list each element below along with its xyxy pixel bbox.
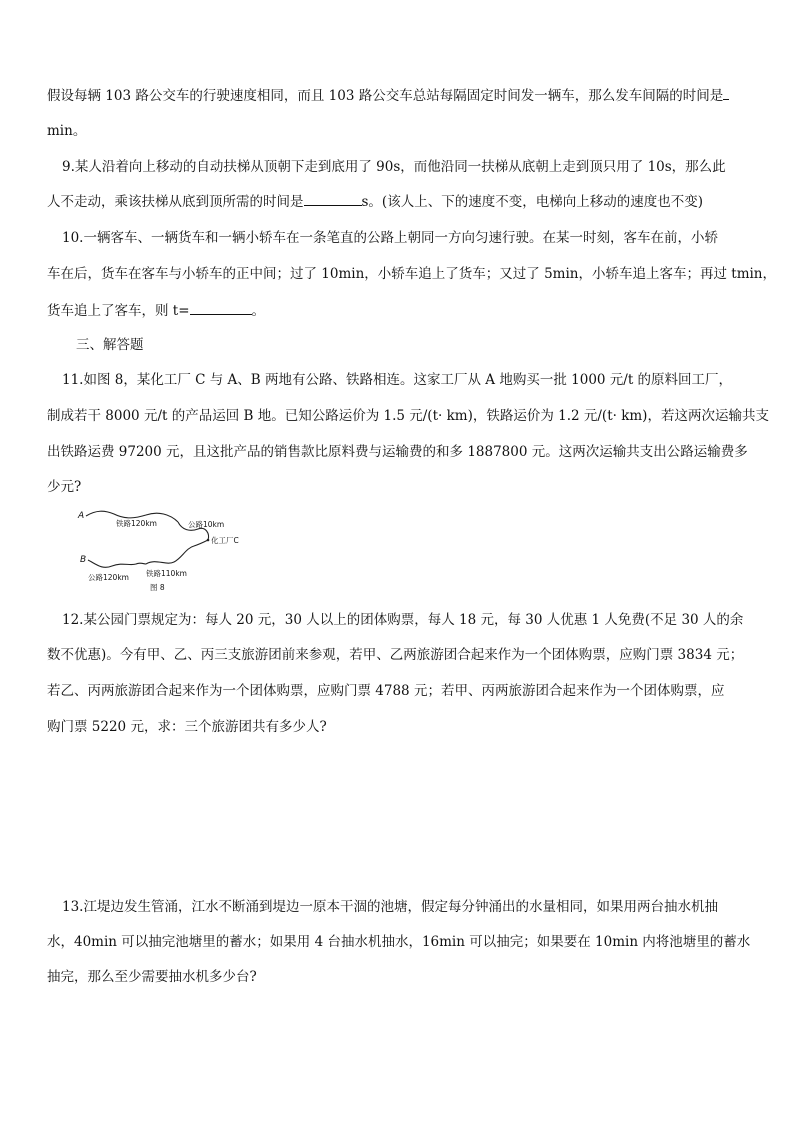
problem-12-line-3: 若乙、丙两旅游团合起来作为一个团体购票，应购门票 4788 元；若甲、丙两旅游团合起来作为一个团体购票，应 xyxy=(47,683,725,699)
problem-13-line-3: 抽完，那么至少需要抽水机多少台? xyxy=(47,969,257,985)
problem-9-line-2 xyxy=(47,191,703,212)
figure-caption: 图 8 xyxy=(150,583,165,592)
problem-12-line-2: 数不优惠)。今有甲、乙、丙三支旅游团前来参观，若甲、乙两旅游团合起来作为一个团体购票，应购门票 3834 元； xyxy=(47,647,744,663)
railway-bottom-route xyxy=(146,540,208,564)
problem-11-line-2: 制成若干 8000 元/t 的产品运回 B 地。已知公路运价为 1.5 元/(t· km)，铁路运价为 1.2 元/(t· km)，若这两次运输共支 xyxy=(47,408,769,424)
label-road-bottom: 公路120km xyxy=(88,573,129,582)
problem-9-text-b: s。(该人上、下的速度不变，电梯向上移动的速度也不变) xyxy=(361,194,703,210)
label-plant: 化工厂C xyxy=(211,536,239,545)
answer-blank xyxy=(723,85,729,100)
label-rail-top: 铁路120km xyxy=(116,519,157,528)
problem-10-line-1: 10.一辆客车、一辆货车和一辆小轿车在一条笔直的公路上朝同一方向匀速行驶。在某一时刻，客车在前，小轿 xyxy=(62,230,718,246)
road-b-route xyxy=(88,560,146,567)
problem-8-text: 假设每辆 103 路公交车的行驶速度相同，而且 103 路公交车总站每隔固定时间发一辆车，那么发车间隔的时间是 xyxy=(47,88,724,104)
problem-10-text-a: 货车追上了客车，则 t= xyxy=(47,303,190,319)
problem-12-line-4: 购门票 5220 元，求：三个旅游团共有多少人? xyxy=(47,719,327,735)
label-road-top: 公路10km xyxy=(188,520,225,529)
problem-8-line-2: min。 xyxy=(47,123,87,139)
problem-13-line-1: 13.江堤边发生管涌，江水不断涌到堤边一原本干涸的池塘，假定每分钟涌出的水量相同，如果用两台抽水机抽 xyxy=(62,899,718,915)
section-heading: 三、解答题 xyxy=(76,337,144,353)
label-rail-bottom: 铁路110km xyxy=(146,569,187,578)
problem-13-line-2: 水，40min 可以抽完池塘里的蓄水；如果用 4 台抽水机抽水，16min 可以抽完；如果要在 10min 内将池塘里的蓄水 xyxy=(47,934,751,950)
problem-11-line-3: 出铁路运费 97200 元，且这批产品的销售款比原料费与运输费的和多 1887800 元。这两次运输共支出公路运输费多 xyxy=(47,444,748,460)
label-a: A xyxy=(78,511,85,521)
problem-10-text-b: 。 xyxy=(251,303,266,319)
plant-c-point xyxy=(207,539,210,542)
answer-blank xyxy=(190,300,252,315)
problem-12-line-1: 12.某公园门票规定为：每人 20 元，30 人以上的团体购票，每人 18 元，每 30 人优惠 1 人免费(不足 30 人的余 xyxy=(62,612,744,628)
problem-8-line-1 xyxy=(47,85,729,106)
problem-11-line-4: 少元? xyxy=(47,479,82,495)
problem-11-line-1: 11.如图 8，某化工厂 C 与 A、B 两地有公路、铁路相连。这家工厂从 A 地购买一批 1000 元/t 的原料回工厂， xyxy=(62,372,733,388)
problem-10-line-2: 车在后，货车在客车与小轿车的正中间；过了 10min，小轿车追上了货车；又过了 5min，小轿车追上客车；再过 tmin， xyxy=(47,266,777,282)
figure-8-diagram xyxy=(74,506,254,594)
label-b: B xyxy=(80,555,87,565)
problem-10-line-3 xyxy=(47,300,265,321)
problem-9-line-1: 9.某人沿着向上移动的自动扶梯从顶朝下走到底用了 90s，而他沿同一扶梯从底朝上走到顶只用了 10s，那么此 xyxy=(62,159,726,175)
problem-9-text-a: 人不走动，乘该扶梯从底到顶所需的时间是 xyxy=(47,194,304,210)
answer-blank xyxy=(304,191,362,206)
